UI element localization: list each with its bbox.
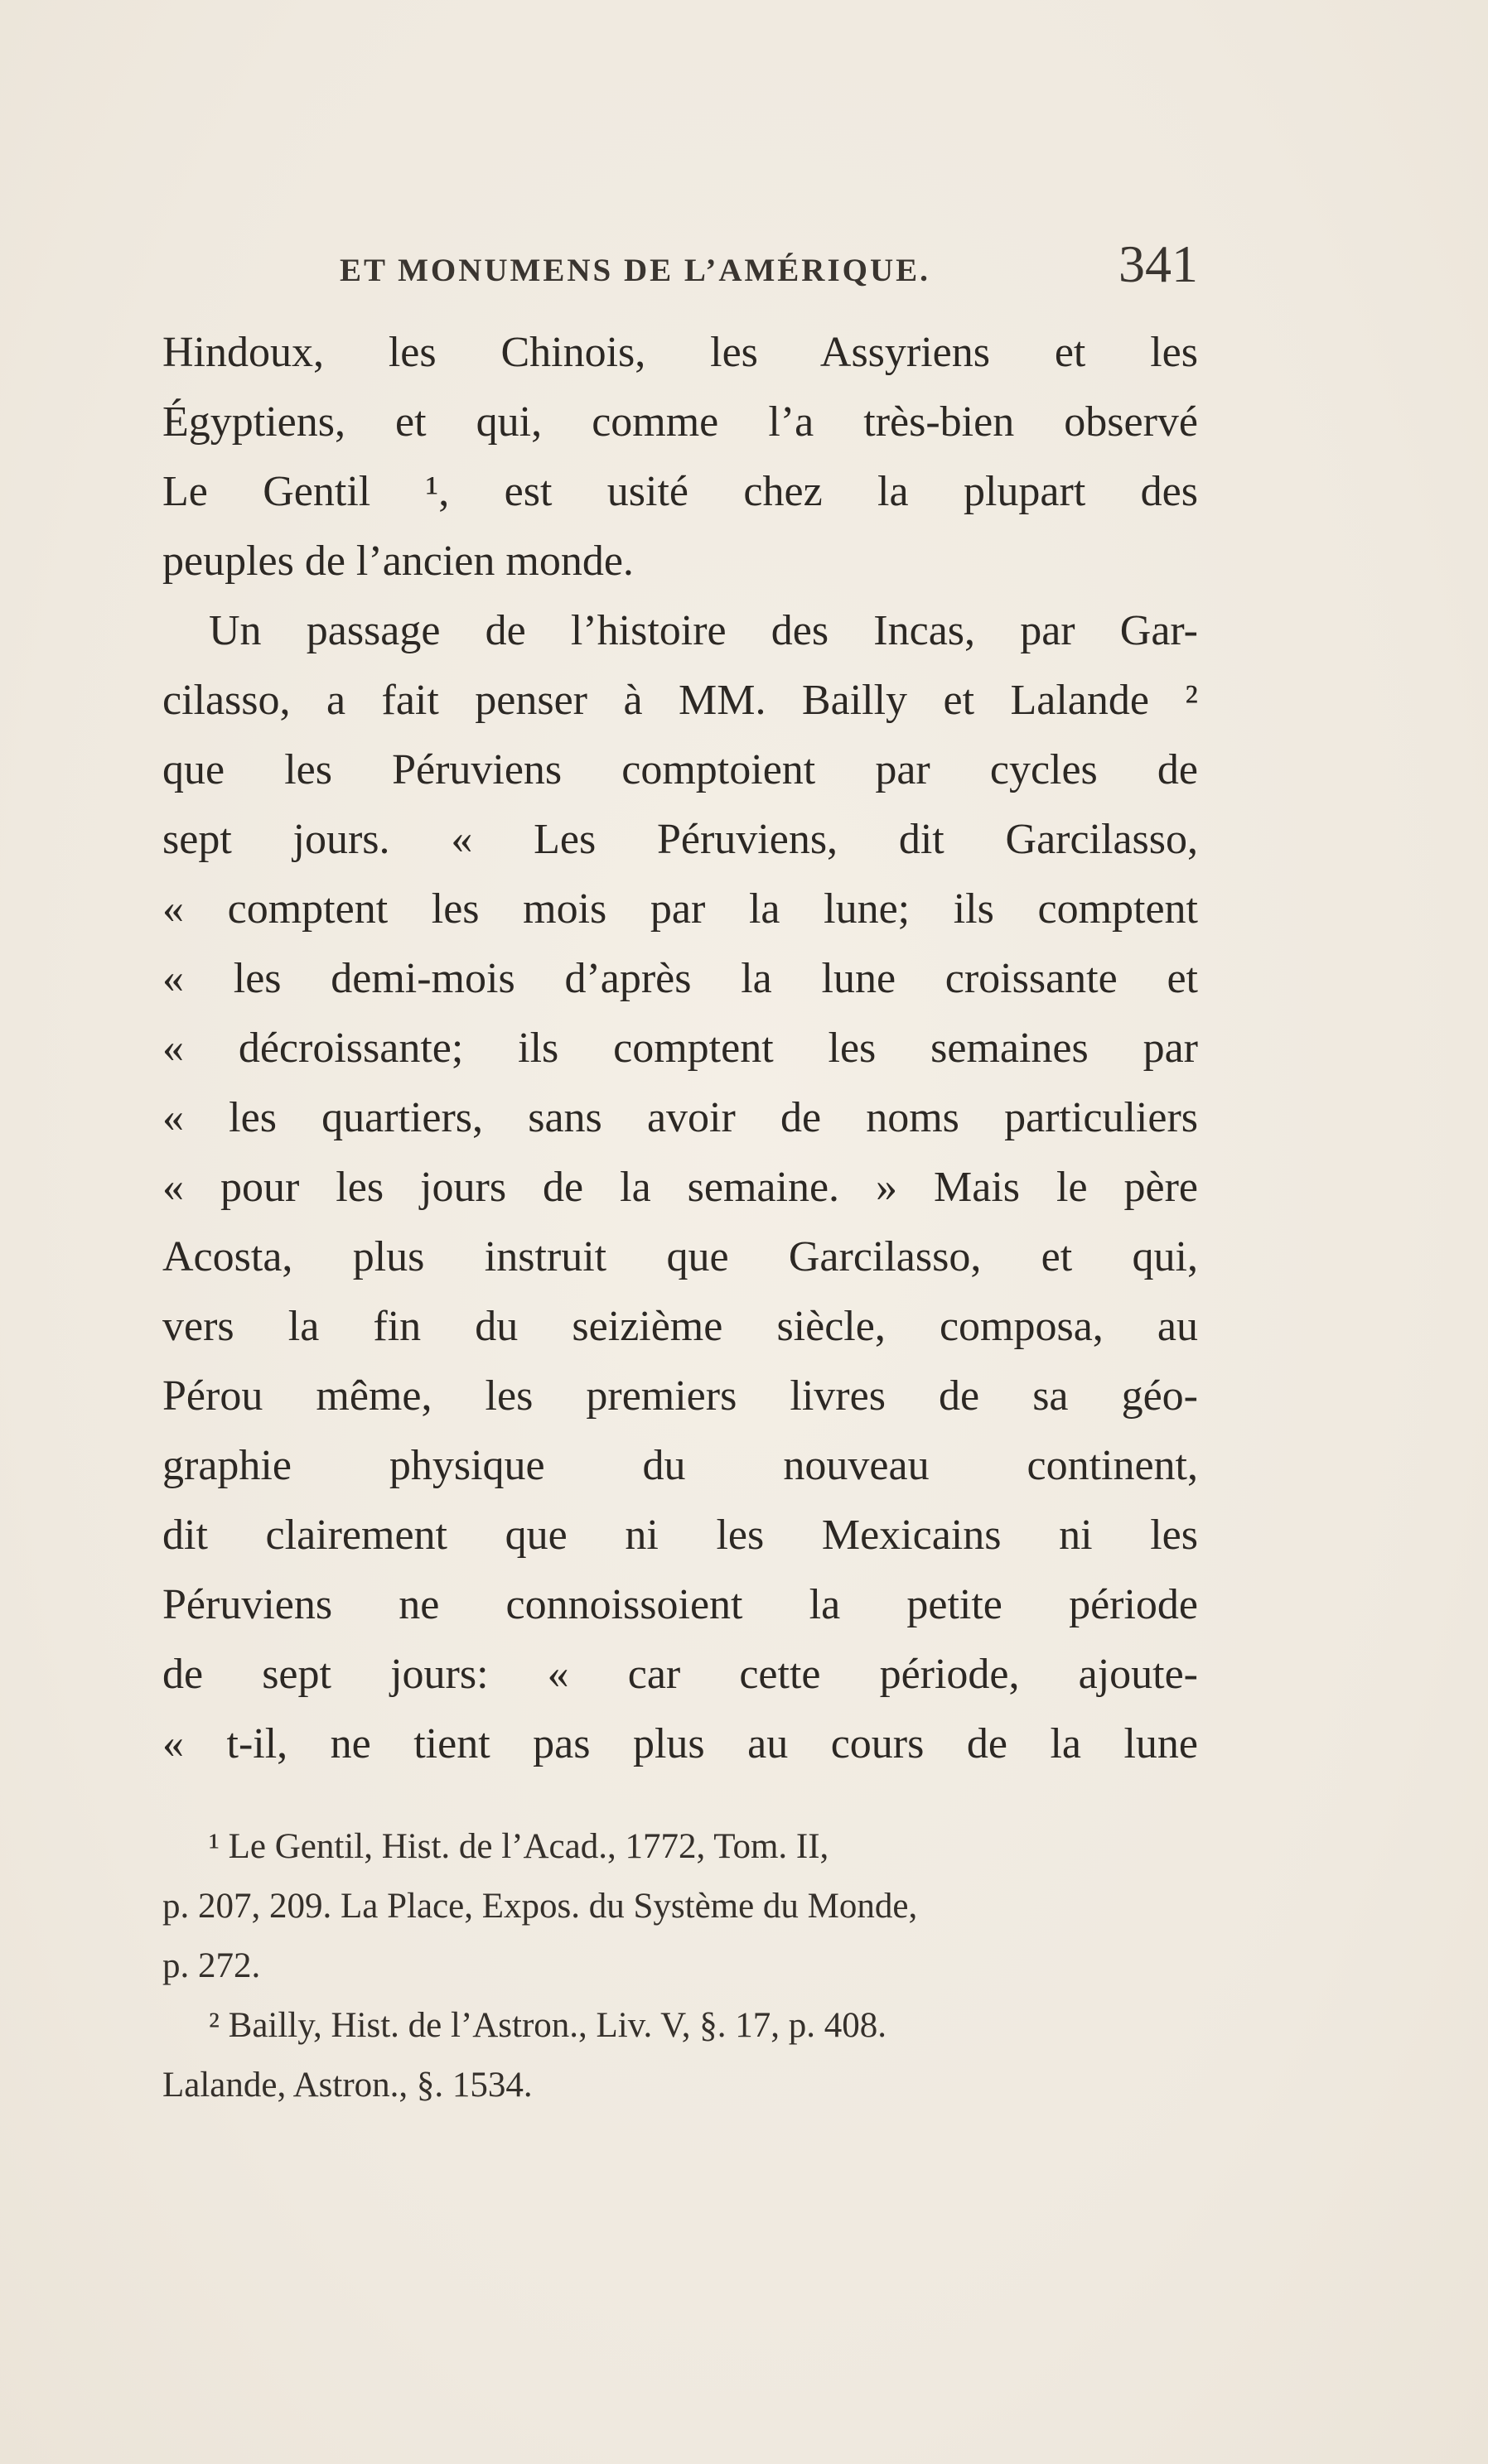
page-number: 341: [1118, 234, 1198, 293]
text-line: que les Péruviens comptoient par cycles de: [162, 746, 1198, 793]
footnote-line: Lalande, Astron., §. 1534.: [162, 2066, 533, 2105]
text-line: Un passage de l’histoire des Incas, par Gar-: [209, 607, 1198, 654]
text-line: de sept jours: « car cette période, ajoute-: [162, 1651, 1198, 1698]
text-line: cilasso, a fait penser à MM. Bailly et Lalande ²: [162, 677, 1198, 724]
text-line: « pour les jours de la semaine. » Mais le père: [162, 1164, 1198, 1211]
text-line: sept jours. « Les Péruviens, dit Garcilasso,: [162, 816, 1198, 863]
text-line: peuples de l’ancien monde.: [162, 538, 634, 585]
text-line: « les demi-mois d’après la lune croissante et: [162, 955, 1198, 1002]
footnote-line: ¹ Le Gentil, Hist. de l’Acad., 1772, Tom. II,: [209, 1827, 829, 1866]
text-line: Péruviens ne connoissoient la petite période: [162, 1581, 1198, 1628]
body-text: [162, 318, 1198, 1779]
text-line: « les quartiers, sans avoir de noms particuliers: [162, 1094, 1198, 1141]
text-line: Acosta, plus instruit que Garcilasso, et qui,: [162, 1233, 1198, 1280]
text-line: « comptent les mois par la lune; ils comptent: [162, 885, 1198, 933]
text-line: Le Gentil ¹, est usité chez la plupart des: [162, 468, 1198, 515]
text-line: Pérou même, les premiers livres de sa géo-: [162, 1372, 1198, 1420]
text-line: Égyptiens, et qui, comme l’a très-bien observé: [162, 398, 1198, 446]
footnotes: [162, 1817, 1198, 2115]
footnote-line: p. 207, 209. La Place, Expos. du Système du Monde,: [162, 1887, 918, 1926]
text-line: graphie physique du nouveau continent,: [162, 1442, 1198, 1489]
text-line: « t-il, ne tient pas plus au cours de la lune: [162, 1720, 1198, 1767]
footnote-line: p. 272.: [162, 1946, 261, 1985]
text-line: « décroissante; ils comptent les semaines par: [162, 1025, 1198, 1072]
text-line: vers la fin du seizième siècle, composa, au: [162, 1303, 1198, 1350]
footnote-line: ² Bailly, Hist. de l’Astron., Liv. V, §. 17, p. 408.: [209, 2006, 887, 2045]
running-title: ET MONUMENS DE L’AMÉRIQUE.: [340, 253, 930, 288]
text-line: Hindoux, les Chinois, les Assyriens et les: [162, 329, 1198, 376]
page-header: [162, 234, 1198, 300]
text-line: dit clairement que ni les Mexicains ni les: [162, 1512, 1198, 1559]
